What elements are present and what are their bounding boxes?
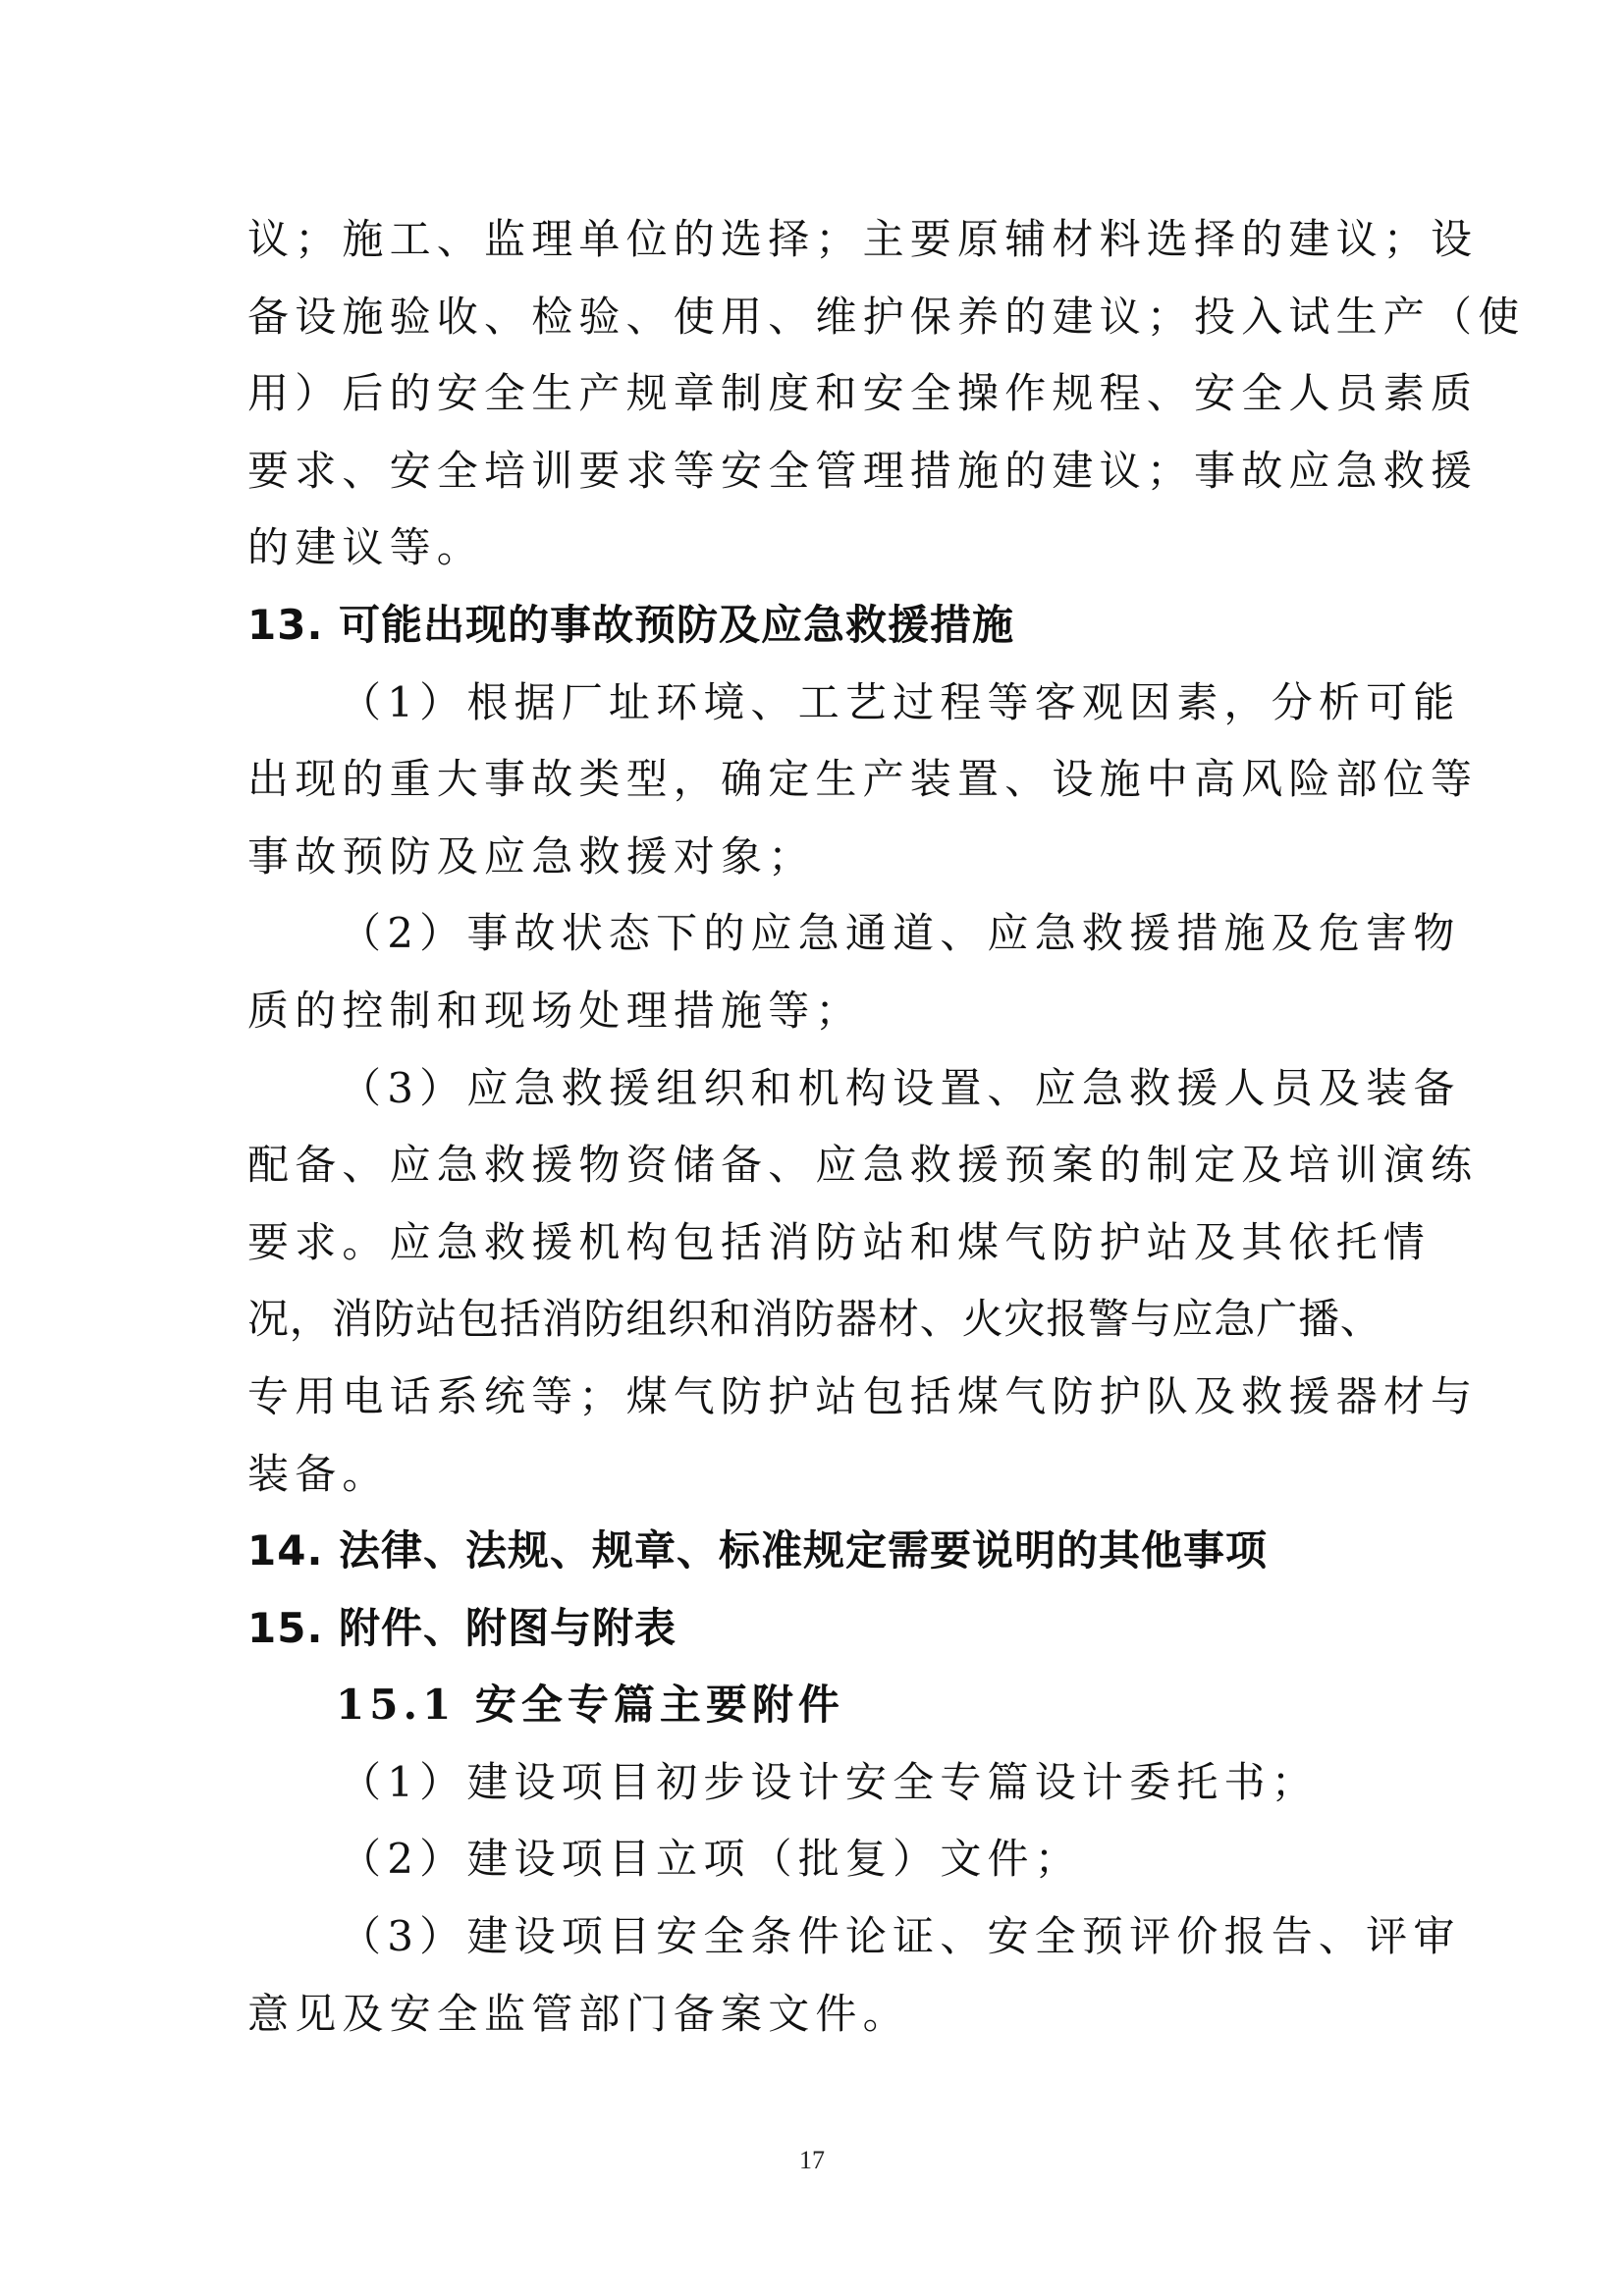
text-line: （3）建设项目安全条件论证、安全预评价报告、评审 [340,1912,1461,1961]
text-line: 要求、安全培训要求等安全管理措施的建议；事故应急救援 [247,446,1479,495]
text-line: 用）后的安全生产规章制度和安全操作规程、安全人员素质 [247,369,1479,418]
text-line: （2）事故状态下的应急通道、应急救援措施及危害物 [340,909,1461,958]
text-line: 要求。应急救援机构包括消防站和煤气防护站及其依托情 [247,1217,1432,1266]
section-heading-14: 14. 法律、法规、规章、标准规定需要说明的其他事项 [247,1526,1269,1575]
text-line: 况，消防站包括消防组织和消防器材、火灾报警与应急广播、 [247,1295,1382,1344]
page-number: 17 [799,2146,825,2174]
text-line: 出现的重大事故类型，确定生产装置、设施中高风险部位等 [247,755,1479,804]
text-line: （3）应急救援组织和机构设置、应急救援人员及装备 [340,1063,1461,1112]
section-heading-13: 13. 可能出现的事故预防及应急救援措施 [247,600,1015,649]
text-line: 配备、应急救援物资储备、应急救援预案的制定及培训演练 [247,1141,1479,1190]
section-heading-15: 15. 附件、附图与附表 [247,1603,677,1652]
text-line: 备设施验收、检验、使用、维护保养的建议；投入试生产（使 [247,292,1526,341]
text-line: 议；施工、监理单位的选择；主要原辅材料选择的建议；设 [247,215,1479,263]
text-line: （2）建设项目立项（批复）文件； [340,1835,1082,1884]
text-line: 质的控制和现场处理措施等； [247,986,863,1035]
text-line: 意见及安全监管部门备案文件。 [247,1989,910,2038]
text-line: （1）根据厂址环境、工艺过程等客观因素，分析可能 [340,677,1461,726]
text-line: 装备。 [247,1449,390,1498]
text-line: 的建议等。 [247,523,485,572]
text-line: 专用电话系统等；煤气防护站包括煤气防护队及救援器材与 [247,1371,1479,1420]
subsection-heading-15-1: 15.1 安全专篇主要附件 [336,1681,844,1730]
page-content [247,201,1526,2053]
text-line: （1）建设项目初步设计安全专篇设计委托书； [340,1757,1319,1806]
text-line: 事故预防及应急救援对象； [247,831,816,881]
